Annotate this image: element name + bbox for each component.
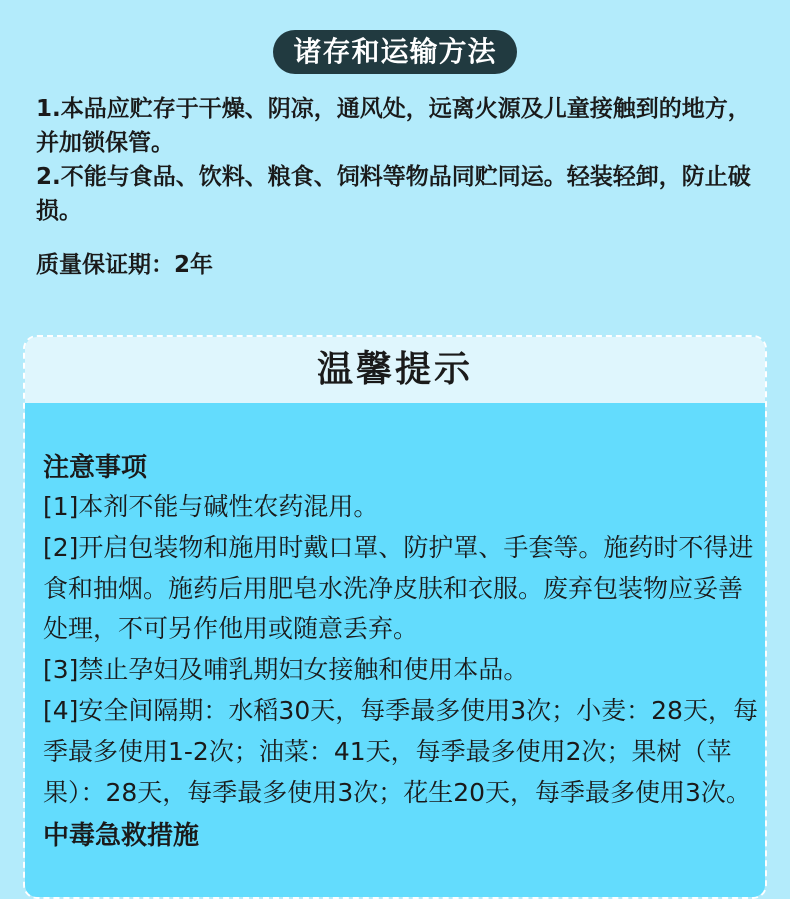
tips-header: [25, 337, 765, 403]
note-item: [2]开启包装物和施用时戴口罩、防护罩、手套等。施药时不得进食和抽烟。施药后用肥皂水洗净皮肤和衣服。废弃包装物应妥善处理，不可另作他用或随意丢弃。: [43, 532, 754, 644]
note-item: [4]安全间隔期：水稻30天，每季最多使用3次；小麦：28天，每季最多使用1-2次；油菜：41天，每季最多使用2次；果树（苹果）：28天，每季最多使用3次；花生20天，每季最多使用3次。: [43, 695, 758, 807]
storage-section-title: 诸存和运输方法: [273, 30, 517, 74]
storage-line: 1.本品应贮存于干燥、阴凉，通风处，远离火源及儿童接触到的地方，并加锁保管。: [36, 96, 751, 156]
note-item: [1]本剂不能与碱性农药混用。: [43, 492, 379, 521]
tips-title: 温馨提示: [316, 349, 473, 390]
storage-instructions: [36, 92, 761, 228]
notes-heading: 注意事项: [43, 453, 148, 483]
shelf-life: 质量保证期：2年: [36, 252, 214, 278]
storage-line: 2.不能与食品、饮料、粮食、饲料等物品同贮同运。轻装轻卸，防止破损。: [36, 164, 751, 224]
note-item: [3]禁止孕妇及哺乳期妇女接触和使用本品。: [43, 655, 529, 685]
first-aid-heading: 中毒急救措施: [43, 821, 200, 852]
tips-panel: [23, 335, 767, 899]
tips-body: [25, 403, 765, 899]
